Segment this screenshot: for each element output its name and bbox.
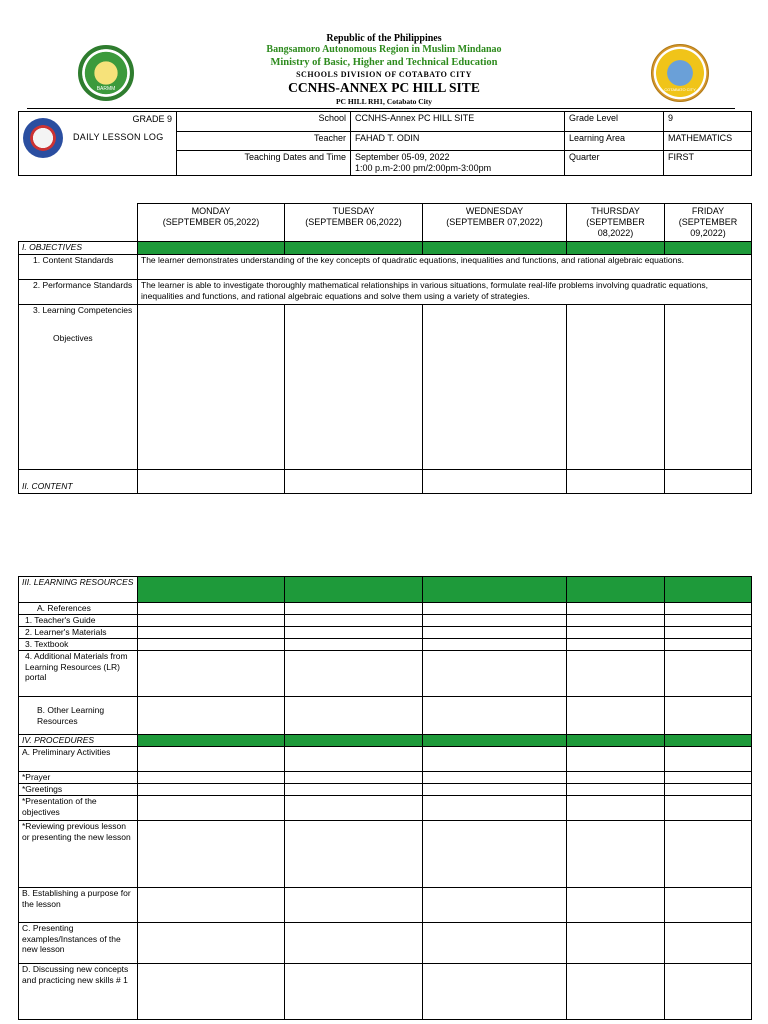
empty-cell bbox=[138, 964, 285, 1020]
empty-cell bbox=[138, 639, 285, 651]
empty-cell bbox=[665, 923, 752, 964]
objectives-section-title: I. OBJECTIVES bbox=[19, 242, 138, 255]
region-line: Bangsamoro Autonomous Region in Muslim Mindanao bbox=[266, 44, 502, 55]
empty-cell bbox=[423, 697, 567, 735]
empty-cell bbox=[423, 305, 567, 470]
empty-cell bbox=[285, 651, 423, 697]
empty-cell bbox=[665, 821, 752, 888]
blank-corner-cell bbox=[19, 204, 138, 242]
empty-cell bbox=[423, 627, 567, 639]
quarter-label: Quarter bbox=[565, 151, 664, 176]
empty-cell bbox=[285, 888, 423, 923]
empty-cell bbox=[138, 784, 285, 796]
empty-cell bbox=[138, 821, 285, 888]
empty-cell bbox=[567, 603, 665, 615]
empty-cell bbox=[567, 697, 665, 735]
empty-cell bbox=[423, 821, 567, 888]
empty-cell bbox=[285, 639, 423, 651]
empty-cell bbox=[285, 305, 423, 470]
day-header-tuesday bbox=[285, 204, 423, 242]
empty-cell bbox=[285, 603, 423, 615]
green-band-cell bbox=[138, 735, 285, 747]
green-band-cell bbox=[285, 577, 423, 603]
resources-procedures-table bbox=[18, 576, 752, 1020]
day-date: (SEPTEMBER 05,2022) bbox=[162, 217, 260, 227]
empty-cell bbox=[665, 697, 752, 735]
school-label: School bbox=[177, 112, 351, 132]
day-name: THURSDAY bbox=[591, 206, 640, 216]
empty-cell bbox=[285, 772, 423, 784]
empty-cell bbox=[423, 651, 567, 697]
division-line: SCHOOLS DIVISION OF COTABATO CITY bbox=[296, 70, 472, 79]
presenting-examples-label: C. Presenting examples/Instances of the new lesson bbox=[19, 923, 138, 964]
empty-cell bbox=[285, 796, 423, 821]
presentation-objectives-label: *Presentation of the objectives bbox=[19, 796, 138, 821]
empty-cell bbox=[567, 651, 665, 697]
empty-cell bbox=[285, 784, 423, 796]
empty-cell bbox=[138, 888, 285, 923]
day-name: WEDNESDAY bbox=[465, 206, 524, 216]
empty-cell bbox=[423, 784, 567, 796]
empty-cell bbox=[138, 615, 285, 627]
learning-competencies-label: 3. Learning Competencies bbox=[33, 305, 133, 315]
republic-line: Republic of the Philippines bbox=[326, 33, 442, 44]
day-name: TUESDAY bbox=[332, 206, 375, 216]
empty-cell bbox=[567, 747, 665, 772]
empty-cell bbox=[285, 923, 423, 964]
daily-lesson-log-title: DAILY LESSON LOG bbox=[73, 132, 164, 142]
empty-cell bbox=[665, 305, 752, 470]
empty-cell bbox=[423, 603, 567, 615]
green-band-cell bbox=[567, 577, 665, 603]
empty-cell bbox=[567, 796, 665, 821]
empty-cell bbox=[665, 651, 752, 697]
performance-standards-text: The learner is able to investigate thoroughly mathematical relationships in various situations, formulate real-life problems involving quadratic equations, inequalities and functions, and rational algebraic equations and solve them using a variety of strategies. bbox=[138, 280, 752, 305]
day-header-monday bbox=[138, 204, 285, 242]
school-address: PC HILL RH1, Cotabato City bbox=[335, 97, 433, 106]
grade-level-value: 9 bbox=[664, 112, 752, 132]
empty-cell bbox=[138, 470, 285, 494]
learning-competencies-cell bbox=[19, 305, 138, 470]
discussing-concepts-label: D. Discussing new concepts and practicing new skills # 1 bbox=[19, 964, 138, 1020]
empty-cell bbox=[665, 888, 752, 923]
empty-cell bbox=[138, 603, 285, 615]
deped-seal-logo bbox=[23, 118, 63, 158]
empty-cell bbox=[423, 888, 567, 923]
empty-cell bbox=[567, 627, 665, 639]
additional-materials-label: 4. Additional Materials from Learning Resources (LR) portal bbox=[19, 651, 138, 697]
empty-cell bbox=[423, 470, 567, 494]
empty-cell bbox=[665, 470, 752, 494]
resources-section-title: III. LEARNING RESOURCES bbox=[19, 577, 138, 603]
school-name: CCNHS-ANNEX PC HILL SITE bbox=[288, 80, 480, 95]
empty-cell bbox=[138, 923, 285, 964]
empty-cell bbox=[567, 888, 665, 923]
right-seal-text: COTABATO CITY bbox=[664, 87, 696, 92]
content-standards-label: 1. Content Standards bbox=[19, 255, 138, 280]
day-date: (SEPTEMBER 09,2022) bbox=[678, 217, 738, 238]
empty-cell bbox=[567, 470, 665, 494]
empty-cell bbox=[567, 639, 665, 651]
day-date: (SEPTEMBER 08,2022) bbox=[586, 217, 645, 238]
empty-cell bbox=[567, 772, 665, 784]
empty-cell bbox=[665, 603, 752, 615]
grade-text: GRADE 9 bbox=[132, 114, 172, 124]
empty-cell bbox=[423, 923, 567, 964]
empty-cell bbox=[138, 697, 285, 735]
header-divider bbox=[27, 108, 735, 109]
empty-cell bbox=[665, 615, 752, 627]
day-header-friday bbox=[665, 204, 752, 242]
content-section-title: II. CONTENT bbox=[19, 470, 138, 494]
green-band-cell bbox=[567, 735, 665, 747]
green-band-cell bbox=[285, 735, 423, 747]
ministry-line: Ministry of Basic, Higher and Technical Education bbox=[270, 57, 498, 68]
grade-level-label: Grade Level bbox=[565, 112, 664, 132]
green-band-cell bbox=[567, 242, 665, 255]
empty-cell bbox=[567, 615, 665, 627]
objectives-table bbox=[18, 203, 752, 494]
deped-logo-cell bbox=[19, 112, 177, 176]
teaching-dates-label: Teaching Dates and Time bbox=[177, 151, 351, 176]
reviewing-lesson-label: *Reviewing previous lesson or presenting the new lesson bbox=[19, 821, 138, 888]
green-band-cell bbox=[138, 577, 285, 603]
empty-cell bbox=[423, 772, 567, 784]
empty-cell bbox=[665, 784, 752, 796]
empty-cell bbox=[567, 821, 665, 888]
empty-cell bbox=[423, 964, 567, 1020]
quarter-value: FIRST bbox=[664, 151, 752, 176]
teaching-dates-value bbox=[351, 151, 565, 176]
preliminary-activities-label: A. Preliminary Activities bbox=[19, 747, 138, 772]
empty-cell bbox=[138, 796, 285, 821]
greetings-label: *Greetings bbox=[19, 784, 138, 796]
empty-cell bbox=[665, 639, 752, 651]
empty-cell bbox=[423, 747, 567, 772]
empty-cell bbox=[285, 747, 423, 772]
empty-cell bbox=[665, 747, 752, 772]
empty-cell bbox=[138, 747, 285, 772]
teachers-guide-label: 1. Teacher's Guide bbox=[19, 615, 138, 627]
empty-cell bbox=[665, 964, 752, 1020]
day-name: MONDAY bbox=[191, 206, 231, 216]
empty-cell bbox=[285, 821, 423, 888]
other-resources-label: B. Other Learning Resources bbox=[19, 697, 138, 735]
teaching-dates-line: September 05-09, 2022 bbox=[355, 152, 450, 162]
green-band-cell bbox=[423, 242, 567, 255]
empty-cell bbox=[665, 772, 752, 784]
left-seal-text: BARMM bbox=[96, 86, 116, 92]
references-label: A. References bbox=[19, 603, 138, 615]
empty-cell bbox=[567, 305, 665, 470]
day-name: FRIDAY bbox=[691, 206, 725, 216]
green-band-cell bbox=[665, 577, 752, 603]
establishing-purpose-label: B. Establishing a purpose for the lesson bbox=[19, 888, 138, 923]
green-band-cell bbox=[665, 242, 752, 255]
empty-cell bbox=[138, 627, 285, 639]
lesson-info-table bbox=[18, 111, 752, 176]
empty-cell bbox=[138, 772, 285, 784]
empty-cell bbox=[567, 784, 665, 796]
teaching-time-line: 1:00 p.m-2:00 pm/2:00pm-3:00pm bbox=[355, 163, 492, 173]
empty-cell bbox=[285, 470, 423, 494]
empty-cell bbox=[423, 796, 567, 821]
empty-cell bbox=[285, 615, 423, 627]
empty-cell bbox=[138, 305, 285, 470]
empty-cell bbox=[285, 697, 423, 735]
day-header-wednesday bbox=[423, 204, 567, 242]
green-band-cell bbox=[665, 735, 752, 747]
empty-cell bbox=[423, 615, 567, 627]
green-band-cell bbox=[138, 242, 285, 255]
day-date: (SEPTEMBER 06,2022) bbox=[305, 217, 402, 227]
empty-cell bbox=[567, 923, 665, 964]
learning-area-value: MATHEMATICS bbox=[664, 132, 752, 151]
school-value: CCNHS-Annex PC HILL SITE bbox=[351, 112, 565, 132]
green-band-cell bbox=[423, 577, 567, 603]
objectives-label: Objectives bbox=[53, 332, 93, 343]
textbook-label: 3. Textbook bbox=[19, 639, 138, 651]
green-band-cell bbox=[423, 735, 567, 747]
teacher-value: FAHAD T. ODIN bbox=[351, 132, 565, 151]
empty-cell bbox=[567, 964, 665, 1020]
empty-cell bbox=[423, 639, 567, 651]
procedures-section-title: IV. PROCEDURES bbox=[19, 735, 138, 747]
performance-standards-label: 2. Performance Standards bbox=[19, 280, 138, 305]
day-date: (SEPTEMBER 07,2022) bbox=[446, 217, 543, 227]
green-band-cell bbox=[285, 242, 423, 255]
content-standards-text: The learner demonstrates understanding of the key concepts of quadratic equations, inequalities and functions, and rational algebraic equations. bbox=[138, 255, 752, 280]
learning-area-label: Learning Area bbox=[565, 132, 664, 151]
empty-cell bbox=[285, 627, 423, 639]
prayer-label: *Prayer bbox=[19, 772, 138, 784]
empty-cell bbox=[138, 651, 285, 697]
teacher-label: Teacher bbox=[177, 132, 351, 151]
learners-materials-label: 2. Learner's Materials bbox=[19, 627, 138, 639]
empty-cell bbox=[665, 627, 752, 639]
empty-cell bbox=[665, 796, 752, 821]
empty-cell bbox=[285, 964, 423, 1020]
day-header-thursday bbox=[567, 204, 665, 242]
